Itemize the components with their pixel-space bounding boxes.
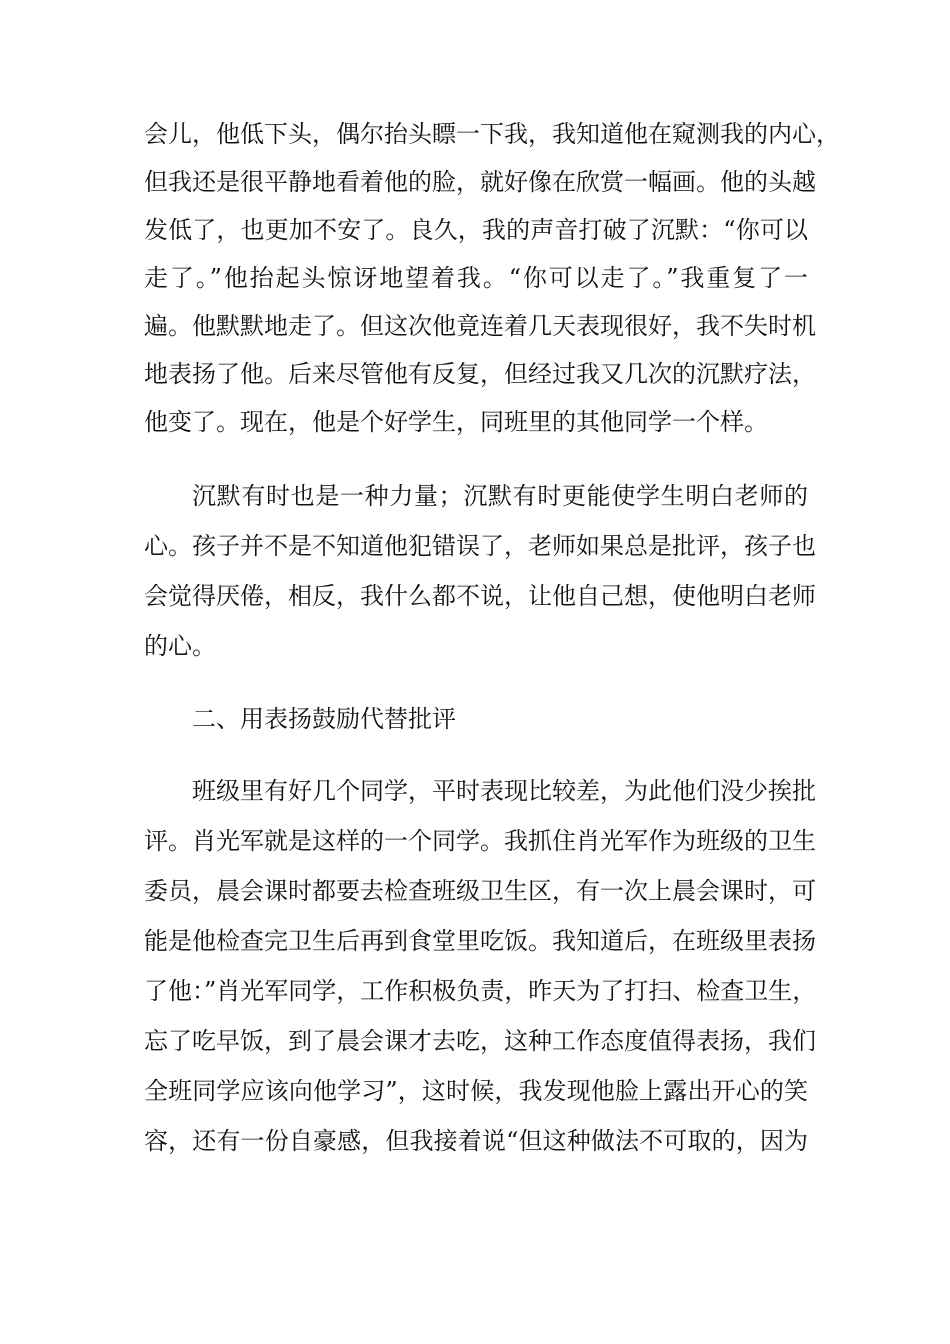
paragraph-3-line-5: 了他：”肖光军同学，工作积极负责，昨天为了打扫、检查卫生，	[144, 977, 817, 1005]
paragraph-3-line-6: 忘了吃早饭，到了晨会课才去吃，这种工作态度值得表扬，我们	[144, 1027, 816, 1055]
paragraph-1-line-3: 发低了，也更加不安了。良久，我的声音打破了沉默：“你可以	[144, 216, 808, 244]
paragraph-3-line-3: 委员，晨会课时都要去检查班级卫生区，有一次上晨会课时，可	[144, 877, 816, 905]
paragraph-1-line-6: 地表扬了他。后来尽管他有反复，但经过我又几次的沉默疗法，	[144, 360, 816, 388]
paragraph-2-line-4: 的心。	[144, 632, 216, 660]
paragraph-3-line-4: 能是他检查完卫生后再到食堂里吃饭。我知道后，在班级里表扬	[144, 927, 816, 955]
paragraph-1-line-2: 但我还是很平静地看着他的脸，就好像在欣赏一幅画。他的头越	[144, 168, 816, 196]
paragraph-3-line-2: 评。肖光军就是这样的一个同学。我抓住肖光军作为班级的卫生	[144, 827, 816, 855]
paragraph-1-line-4: 走了。”他抬起头惊讶地望着我。“你可以走了。”我重复了一	[144, 264, 808, 292]
section-heading: 二、用表扬鼓励代替批评	[192, 705, 456, 733]
paragraph-2-line-3: 会觉得厌倦，相反，我什么都不说，让他自己想，使他明白老师	[144, 582, 816, 610]
paragraph-3-line-7: 全班同学应该向他学习”，这时候，我发现他脸上露出开心的笑	[144, 1077, 808, 1105]
paragraph-1-line-5: 遍。他默默地走了。但这次他竟连着几天表现很好，我不失时机	[144, 312, 816, 340]
paragraph-3-line-8: 容，还有一份自豪感，但我接着说“但这种做法不可取的，因为	[144, 1127, 808, 1155]
paragraph-2-line-1: 沉默有时也是一种力量；沉默有时更能使学生明白老师的	[192, 482, 808, 510]
paragraph-1-line-1: 会儿，他低下头，偶尔抬头瞟一下我，我知道他在窥测我的内心，	[144, 120, 840, 148]
paragraph-1-line-7: 他变了。现在，他是个好学生，同班里的其他同学一个样。	[144, 408, 768, 436]
paragraph-3-line-1: 班级里有好几个同学，平时表现比较差，为此他们没少挨批	[192, 777, 816, 805]
paragraph-2-line-2: 心。孩子并不是不知道他犯错误了，老师如果总是批评，孩子也	[144, 532, 816, 560]
